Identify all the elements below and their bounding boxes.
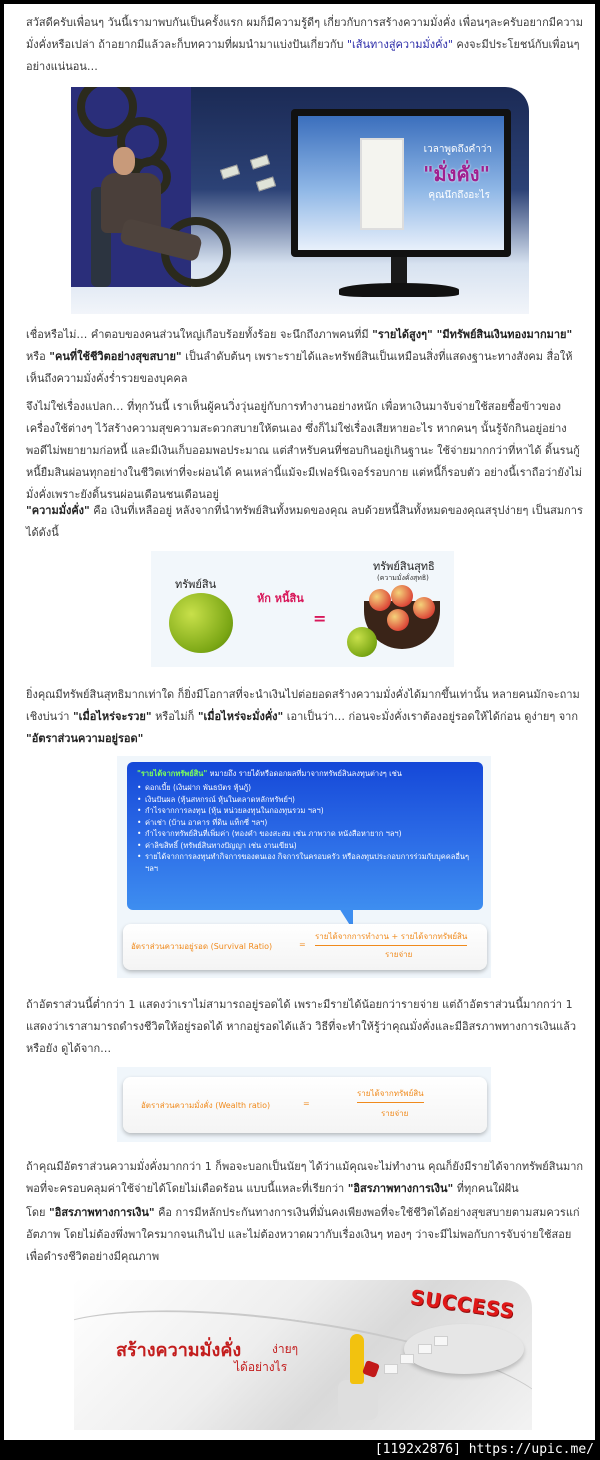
assets-label: ทรัพย์สิน [175, 578, 217, 591]
asset-income-list [137, 782, 473, 863]
survival-ratio-image [117, 756, 491, 978]
banner-text-line1: เวลาพูดถึงคำว่า [423, 144, 492, 155]
text: เชื่อหรือไม่… คำตอบของคนส่วนใหญ่เกือบร้อยทั้งร้อย จะนึกถึงภาพคนที่มี [26, 328, 373, 341]
puzzle-piece-icon [384, 1364, 398, 1374]
net-worth-equation-image [151, 551, 454, 667]
list-item: • กำไรจากทรัพย์สินที่เพิ่มค่า (ทองคำ ของสะสม เช่น ภาพวาด หนังสือหายาก ฯลฯ) [137, 828, 473, 840]
list-item: • ดอกเบี้ย (เงินฝาก พันธบัตร หุ้นกู้) [137, 782, 473, 794]
formula-equals: = [299, 940, 306, 949]
person-figure-icon [350, 1334, 364, 1384]
pillar [338, 1380, 378, 1420]
equals-sign: = [313, 609, 327, 628]
success-banner-image [74, 1280, 532, 1430]
banner-title-small: ง่ายๆ [272, 1342, 299, 1356]
paragraph-ratio-explained: ถ้าอัตราส่วนนี้ต่ำกว่า 1 แสดงว่าเราไม่สามารถอยู่รอดได้ เพราะมีรายได้น้อยกว่ารายจ่าย แต่ถ้าอัตราส่วนนี้มากกว่า 1 แสดงว่าเราสามารถดำรงชีวิตให้อยู่รอดได้ หากอยู่รอดได้แล้ว วิธีที่จะทำให้รู้ว่าคุณมั่งคั่งและมีอิสรภาพทางการเงินแล้วหรือยัง ดูได้จาก… [26, 998, 577, 1055]
formula-denominator: รายจ่าย [381, 1109, 409, 1118]
list-etc: ฯลฯ [145, 863, 159, 873]
formula-label: อัตราส่วนความมั่งคั่ง (Wealth ratio) [141, 1101, 271, 1110]
text: โดย [26, 1206, 49, 1219]
green-apple-icon [169, 593, 233, 653]
formula-equals: = [303, 1099, 310, 1108]
red-apple-icon [369, 589, 391, 611]
formula-label: อัตราส่วนความอยู่รอด (Survival Ratio) [131, 942, 273, 951]
formula-denominator: รายจ่าย [385, 950, 413, 959]
wealth-ratio-formula [123, 1077, 487, 1133]
list-item: • กำไรจากการลงทุน (หุ้น หน่วยลงทุนในกองทุนรวม ฯลฯ) [137, 805, 473, 817]
text: ยิ่งคุณมีทรัพย์สินสุทธิมากเท่าใด ก็ยิ่งมีโอกาสที่จะนำเงินไปต่อยอดสร้างความมั่งคั่งได้มากขึ้นเท่านั้น หลายคนมักจะถามเชิงบ่นว่า [26, 688, 580, 723]
text: เป็นลำดับต้นๆ เพราะรายได้และทรัพย์สินเป็นเหมือนสิ่งที่แสดงฐานะทางสังคม สื่อให้เห็นถึงความมั่งคั่งร่ำรวยของบุคคล [26, 350, 573, 385]
article-page [4, 4, 595, 1440]
success-text: SUCCESS [408, 1284, 517, 1324]
wealth-path-link[interactable]: "เส้นทางสู่ความมั่งคั่ง" [346, 38, 453, 51]
bold-text: "อิสรภาพทางการเงิน" [49, 1206, 155, 1219]
money-bill-icon [256, 176, 276, 191]
net-assets-label: ทรัพย์สินสุทธิ [373, 560, 435, 573]
asset-income-box [127, 762, 483, 910]
banner-text-wealth: "มั่งคั่ง" [423, 162, 490, 186]
list-item: • รายได้จากการลงทุนทำกิจการของตนเอง กิจการในครอบครัว หรือลงทุนประกอบการร่วมกับบุคคลอื่นๆ [137, 851, 473, 863]
banner-title-line2: ได้อย่างไร [234, 1360, 288, 1374]
monitor-graphic [291, 109, 511, 257]
red-apple-icon [391, 585, 413, 607]
paragraph-wealth-ratio [26, 1156, 586, 1200]
text: หรือ [26, 350, 50, 363]
minus-debt-label: หัก หนี้สิน [257, 592, 304, 605]
bold-text: "รายได้สูงๆ" "มีทรัพย์สินเงินทองมากมาย" [372, 328, 573, 341]
intro-text: สวัสดีครับเพื่อนๆ วันนี้เรามาพบกันเป็นครั้งแรก ผมก็มีความรู้ดีๆ เกี่ยวกับการสร้างความมั่งคั่ง เพื่อนๆละครับอยากมีความมั่งคั่งหรือเปล่า ถ้าอยากมีแล้วละก็บทความที่ผมนำมาแบ่งปันเกี่ยวกับ [26, 16, 583, 51]
text: เอาเป็นว่า… ก่อนจะมั่งคั่งเราต้องอยู่รอดให้ได้ก่อน ดูง่ายๆ จาก [283, 710, 579, 723]
intro-paragraph [26, 12, 586, 78]
list-item: • ค่าลิขสิทธิ์ (ทรัพย์สินทางปัญญา เช่น งานเขียน) [137, 840, 473, 852]
list-item: • เงินปันผล (หุ้นสหกรณ์ หุ้นในตลาดหลักทรัพย์ฯ) [137, 794, 473, 806]
text: คือ การมีหลักประกันทางการเงินที่มั่นคงเพียงพอที่จะใช้ชีวิตได้อย่างสุขสบายตามสมควรแก่อัตภาพ โดยไม่ต้องพึ่งพาใครมากจนเกินไป และไม่ต้องหวาดผวากับเรื่องเงินๆ ทองๆ ว่าจะมีไม่พอกับการจับจ่ายใช้สอยเพื่อดำรงชีวิตอย่างมีคุณภาพ [26, 1206, 580, 1263]
puzzle-piece-icon [400, 1354, 414, 1364]
text: หมายถึง รายได้หรือดอกผลที่มาจากทรัพย์สินลงทุนต่างๆ เช่น [207, 769, 402, 778]
puzzle-piece-icon [418, 1344, 432, 1354]
money-bill-icon [220, 164, 240, 179]
red-apple-icon [413, 597, 435, 619]
red-apple-icon [387, 609, 409, 631]
paragraph-net-assets [26, 684, 586, 750]
text: ถ้าคุณมีอัตราส่วนความมั่งคั่งมากกว่า 1 ก็พอจะบอกเป็นนัยๆ ได้ว่าแม้คุณจะไม่ทำงาน คุณก็ยังมีรายได้จากทรัพย์สินมากพอที่จะครอบคลุมค่าใช้จ่ายได้โดยไม่เดือดร้อน แบบนี้แหละที่เรียกว่า [26, 1160, 584, 1195]
banner-text-line3: คุณนึกถึงอะไร [428, 190, 490, 201]
bold-text: "อิสรภาพทางการเงิน" [347, 1182, 454, 1195]
banner-title: สร้างความมั่งคั่ง [116, 1340, 242, 1361]
bold-text: "อัตราส่วนความอยู่รอด" [26, 732, 144, 745]
paragraph-believe [26, 324, 586, 390]
businessman-figure [91, 147, 191, 307]
wealth-banner-image [71, 87, 529, 314]
green-apple-icon [347, 627, 377, 657]
paragraph-not-strange: จึงไม่ใช่เรื่องแปลก… ที่ทุกวันนี้ เราเห็นผู้คนวิ่งวุ่นอยู่กับการทำงานอย่างหนัก เพื่อหาเงินมาจับจ่ายใช้สอยซื้อข้าวของเครื่องใช้ต่างๆ ไว้สร้างความสุขความสะดวกสบายให้ตนเอง ซึ่งก็ไม่ใช่เรื่องเสียหายอะไร หากคนๆ นั้นรู้จักกินอยู่อย่างพอดีไม่พยายามก่อหนี้ และมีเงินเก็บออมพอประมาณ แต่สำหรับคนที่ชอบกินอยู่เกินฐานะ ใช้จ่ายมากกว่าที่หาได้ ดิ้นรนกู้หนี้ยืมสินผ่อนทุกอย่างในชีวิตเท่าที่จะผ่อนได้ คนเหล่านี้แม้จะมีเฟอร์นิเจอร์รอบกาย แต่หนี้ก็รอบตัว อย่างนี้เราถือว่ายังไม่มั่งคั่งเพราะยังดิ้นรนผ่อนเดือนชนเดือนอยู่ [26, 400, 583, 501]
list-item: • ค่าเช่า (บ้าน อาคาร ที่ดิน แท็กซี่ ฯลฯ) [137, 817, 473, 829]
net-wealth-sublabel: (ความมั่งคั่งสุทธิ) [377, 574, 429, 582]
intro-text-end: คงจะมีประโยชน์กับเพื่อนๆ อย่างแน่นอน… [26, 38, 580, 73]
door-icon [360, 138, 404, 230]
formula-numerator: รายได้จากทรัพย์สิน [357, 1087, 424, 1103]
paragraph-wealth-definition [26, 500, 586, 544]
image-watermark: [1192x2876] https://upic.me/ [0, 1440, 600, 1460]
bold-text: "เมื่อไหร่จะรวย" [72, 710, 152, 723]
text: หรือไม่ก็ [151, 710, 198, 723]
wealth-ratio-image [117, 1067, 491, 1142]
asset-income-highlight: "รายได้จากทรัพย์สิน" [137, 769, 208, 778]
bold-text: "ความมั่งคั่ง" [26, 504, 90, 517]
text: ที่ทุกคนใฝ่ฝัน [453, 1182, 519, 1195]
formula-numerator: รายได้จากการทำงาน + รายได้จากทรัพย์สิน [315, 930, 467, 946]
bold-text: "เมื่อไหร่จะมั่งคั่ง" [197, 710, 284, 723]
puzzle-piece-icon [434, 1336, 448, 1346]
survival-ratio-formula [123, 924, 487, 970]
asset-income-title [137, 768, 473, 780]
money-bill-icon [250, 154, 270, 169]
paragraph-financial-freedom [26, 1202, 586, 1268]
text: คือ เงินที่เหลืออยู่ หลังจากที่นำทรัพย์สินทั้งหมดของคุณ ลบด้วยหนี้สินทั้งหมดของคุณสรุปง่ายๆ เป็นสมการได้ดังนี้ [26, 504, 583, 539]
bold-text: "คนที่ใช้ชีวิตอย่างสุขสบาย" [49, 350, 182, 363]
